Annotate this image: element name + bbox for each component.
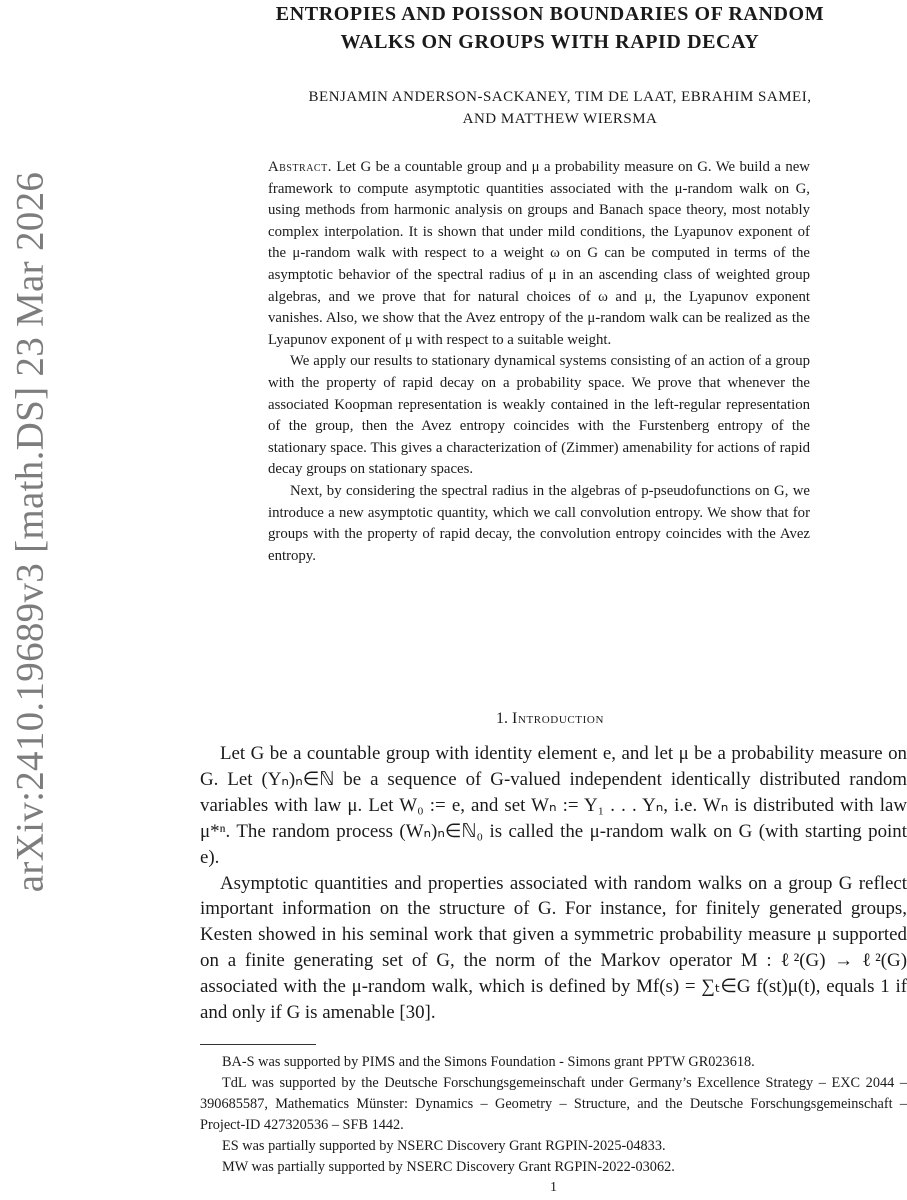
abstract-paragraph-1-text: Let G be a countable group and μ a probability measure on G. We build a new framework to compute asymptotic quantities associated with the μ-random walk on G, using methods from harmonic analysis on groups and Banach space theory, most notably complex interpolation. It is shown that under mild conditions, the Lyapunov exponent of the μ-random walk with respect to a weight ω on G can be computed in terms of the asymptotic behavior of the spectral radius of μ in an ascending class of weighted group algebras, and we prove that for natural choices of ω and μ, the Lyapunov exponent vanishes. Also, we show that the Avez entropy of the μ-random walk can be realized as the Lyapunov exponent of μ with respect to a suitable weight. [268,159,810,348]
footnote-3: ES was partially supported by NSERC Discovery Grant RGPIN-2025-04833. [222,1138,666,1154]
abstract-paragraph-3: Next, by considering the spectral radius in the algebras of p-pseudofunctions on G, we introduce a new asymptotic quantity, which we call convolution entropy. We show that for groups with the property of rapid decay, the convolution entropy coincides with the Avez entropy. [268,482,810,564]
footnote-4: MW was partially supported by NSERC Discovery Grant RGPIN-2022-03062. [222,1159,675,1175]
author-line-1: BENJAMIN ANDERSON-SACKANEY, TIM DE LAAT, EBRAHIM SAMEI, [308,89,812,105]
arxiv-sidebar [0,0,60,900]
paper-title-line-2: WALKS ON GROUPS WITH RAPID DECAY [340,31,760,53]
abstract-paragraph-1 [268,157,810,351]
body-paragraph-1: Let G be a countable group with identity element e, and let μ be a probability measure on G. Let (Yₙ)ₙ∈ℕ be a sequence of G-valued independent identically distributed random variables with law μ. Let W₀ := e, and set Wₙ := Y₁ . . . Yₙ, i.e. Wₙ is distributed with law μ*ⁿ. The random process (Wₙ)ₙ∈ℕ₀ is called the μ-random walk on G (with starting point e). [200,743,907,868]
abstract-label: Abstract. [268,159,332,175]
abstract-paragraph-2: We apply our results to stationary dynamical systems consisting of an action of a group with the property of rapid decay on a probability space. We prove that whenever the associated Koopman representation is weakly contained in the left-regular representation of the group, then the Avez entropy coincides with the Furstenberg entropy of the stationary space. This gives a characterization of (Zimmer) amenability for actions of rapid decay groups on stationary spaces. [268,353,810,478]
section-title: Introduction [512,710,604,727]
page-number: 1 [550,1180,557,1195]
footnote-rule [200,1044,316,1045]
footnotes [200,1052,907,1178]
abstract [268,157,810,567]
author-list [210,86,907,130]
section-number: 1. [496,710,509,727]
section-heading [200,707,900,731]
paper-title-line-1: ENTROPIES AND POISSON BOUNDARIES OF RANDOM [275,3,825,25]
body-paragraph-2: Asymptotic quantities and properties associated with random walks on a group G reflect important information on the structure of G. For instance, for finitely generated groups, Kesten showed in his seminal work that given a symmetric probability measure μ supported on a finite generating set of G, the norm of the Markov operator M : ℓ²(G) → ℓ²(G) associated with the μ-random walk, which is defined by Mf(s) = ∑ₜ∈G f(st)μ(t), equals 1 if and only if G is amenable [30]. [200,872,907,1024]
paper-title [200,0,900,56]
footnote-1: BA-S was supported by PIMS and the Simons Foundation - Simons grant PPTW GR023618. [222,1054,755,1070]
author-line-2: AND MATTHEW WIERSMA [462,111,658,127]
footnote-2: TdL was supported by the Deutsche Forschungsgemeinschaft under Germany’s Excellence Strategy – EXC 2044 – 390685587, Mathematics Münster: Dynamics – Geometry – Structure, and the Deutsche Forschungsgemeinschaft – Project-ID 427320536 – SFB 1442. [200,1075,907,1133]
introduction-body [200,741,907,1026]
arxiv-identifier: arXiv:2410.19689v3 [math.DS] 23 Mar 2026 [8,171,52,893]
